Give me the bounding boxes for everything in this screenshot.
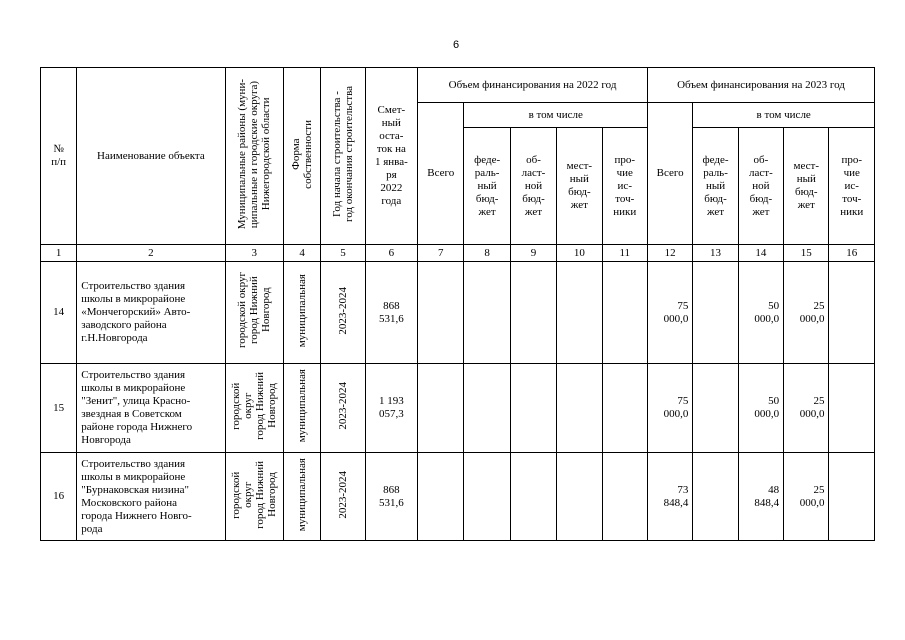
y2022-regional xyxy=(510,364,556,453)
row-number: 14 xyxy=(41,262,77,364)
y2022-total xyxy=(418,453,464,541)
column-number: 4 xyxy=(283,245,320,262)
column-number: 10 xyxy=(557,245,602,262)
header-object-name: Наименование объекта xyxy=(77,68,225,245)
y2023-local: 25 000,0 xyxy=(784,262,829,364)
estimate-remainder: 868 531,6 xyxy=(365,262,417,364)
y2023-federal xyxy=(693,453,738,541)
column-number: 16 xyxy=(829,245,875,262)
header-financing-2023: Объем финансирования на 2023 год xyxy=(647,68,874,103)
header-2023-including: в том числе xyxy=(693,103,875,128)
header-2022-other: про- чие ис- точ- ники xyxy=(602,128,647,245)
page-number: 6 xyxy=(452,39,460,51)
district: городской округ город Нижний Новгород xyxy=(225,262,283,364)
y2022-regional xyxy=(510,453,556,541)
y2022-local xyxy=(557,364,602,453)
header-2023-federal: феде- раль- ный бюд- жет xyxy=(693,128,738,245)
y2022-other xyxy=(602,364,647,453)
y2022-other xyxy=(602,262,647,364)
header-row-number: № п/п xyxy=(41,68,77,245)
column-number: 5 xyxy=(321,245,365,262)
district: городской округ город Нижний Новгород xyxy=(225,364,283,453)
ownership: муниципальная xyxy=(283,262,320,364)
construction-years: 2023-2024 xyxy=(321,262,365,364)
y2023-federal xyxy=(693,364,738,453)
header-estimate: Смет- ный оста- ток на 1 янва- ря 2022 года xyxy=(365,68,417,245)
column-number: 11 xyxy=(602,245,647,262)
header-financing-2022: Объем финансирования на 2022 год xyxy=(418,68,648,103)
column-number: 6 xyxy=(365,245,417,262)
table-row xyxy=(41,364,875,453)
header-2023-other: про- чие ис- точ- ники xyxy=(829,128,875,245)
y2022-federal xyxy=(464,364,510,453)
column-number: 12 xyxy=(647,245,692,262)
header-2022-regional: об- ласт- ной бюд- жет xyxy=(510,128,556,245)
column-number: 9 xyxy=(510,245,556,262)
column-number: 13 xyxy=(693,245,738,262)
column-number: 3 xyxy=(225,245,283,262)
column-number: 1 xyxy=(41,245,77,262)
column-number: 15 xyxy=(784,245,829,262)
header-ownership: Форма собственности xyxy=(283,68,320,245)
column-numbers-row xyxy=(41,245,875,262)
table-row xyxy=(41,453,875,541)
object-name: Строительство здания школы в микрорайоне "Зенит", улица Красно- звездная в Советском районе города Нижнего Новгорода xyxy=(77,364,225,453)
header-2022-local: мест- ный бюд- жет xyxy=(557,128,602,245)
row-number: 15 xyxy=(41,364,77,453)
y2022-regional xyxy=(510,262,556,364)
table-row xyxy=(41,262,875,364)
header-2023-local: мест- ный бюд- жет xyxy=(784,128,829,245)
y2022-total xyxy=(418,262,464,364)
y2022-other xyxy=(602,453,647,541)
header-district: Муниципальные районы (муни- ципальные и городские округа) Нижегородской области xyxy=(225,68,283,245)
y2023-other xyxy=(829,453,875,541)
header-2022-including: в том числе xyxy=(464,103,648,128)
y2022-total xyxy=(418,364,464,453)
column-number: 8 xyxy=(464,245,510,262)
row-number: 16 xyxy=(41,453,77,541)
header-2022-federal: феде- раль- ный бюд- жет xyxy=(464,128,510,245)
y2023-regional: 48 848,4 xyxy=(738,453,783,541)
header-2023-regional: об- ласт- ной бюд- жет xyxy=(738,128,783,245)
estimate-remainder: 1 193 057,3 xyxy=(365,364,417,453)
y2022-federal xyxy=(464,262,510,364)
y2023-total: 75 000,0 xyxy=(647,364,692,453)
ownership: муниципальная xyxy=(283,364,320,453)
header-years: Год начала строительства - год окончания строительства xyxy=(321,68,365,245)
object-name: Строительство здания школы в микрорайоне "Бурнаковская низина" Московского района города Нижнего Новго- рода xyxy=(77,453,225,541)
y2023-local: 25 000,0 xyxy=(784,364,829,453)
y2023-other xyxy=(829,364,875,453)
y2023-regional: 50 000,0 xyxy=(738,262,783,364)
column-number: 14 xyxy=(738,245,783,262)
column-number: 7 xyxy=(418,245,464,262)
y2023-total: 75 000,0 xyxy=(647,262,692,364)
y2022-federal xyxy=(464,453,510,541)
y2023-regional: 50 000,0 xyxy=(738,364,783,453)
y2022-local xyxy=(557,453,602,541)
ownership: муниципальная xyxy=(283,453,320,541)
y2022-local xyxy=(557,262,602,364)
y2023-other xyxy=(829,262,875,364)
y2023-total: 73 848,4 xyxy=(647,453,692,541)
y2023-local: 25 000,0 xyxy=(784,453,829,541)
object-name: Строительство здания школы в микрорайоне «Мончегорский» Авто- заводского района г.Н.Новгорода xyxy=(77,262,225,364)
district: городской округ город Нижний Новгород xyxy=(225,453,283,541)
construction-years: 2023-2024 xyxy=(321,364,365,453)
construction-years: 2023-2024 xyxy=(321,453,365,541)
header-2023-total: Всего xyxy=(647,103,692,245)
financing-table xyxy=(40,67,875,541)
y2023-federal xyxy=(693,262,738,364)
column-number: 2 xyxy=(77,245,225,262)
estimate-remainder: 868 531,6 xyxy=(365,453,417,541)
header-2022-total: Всего xyxy=(418,103,464,245)
